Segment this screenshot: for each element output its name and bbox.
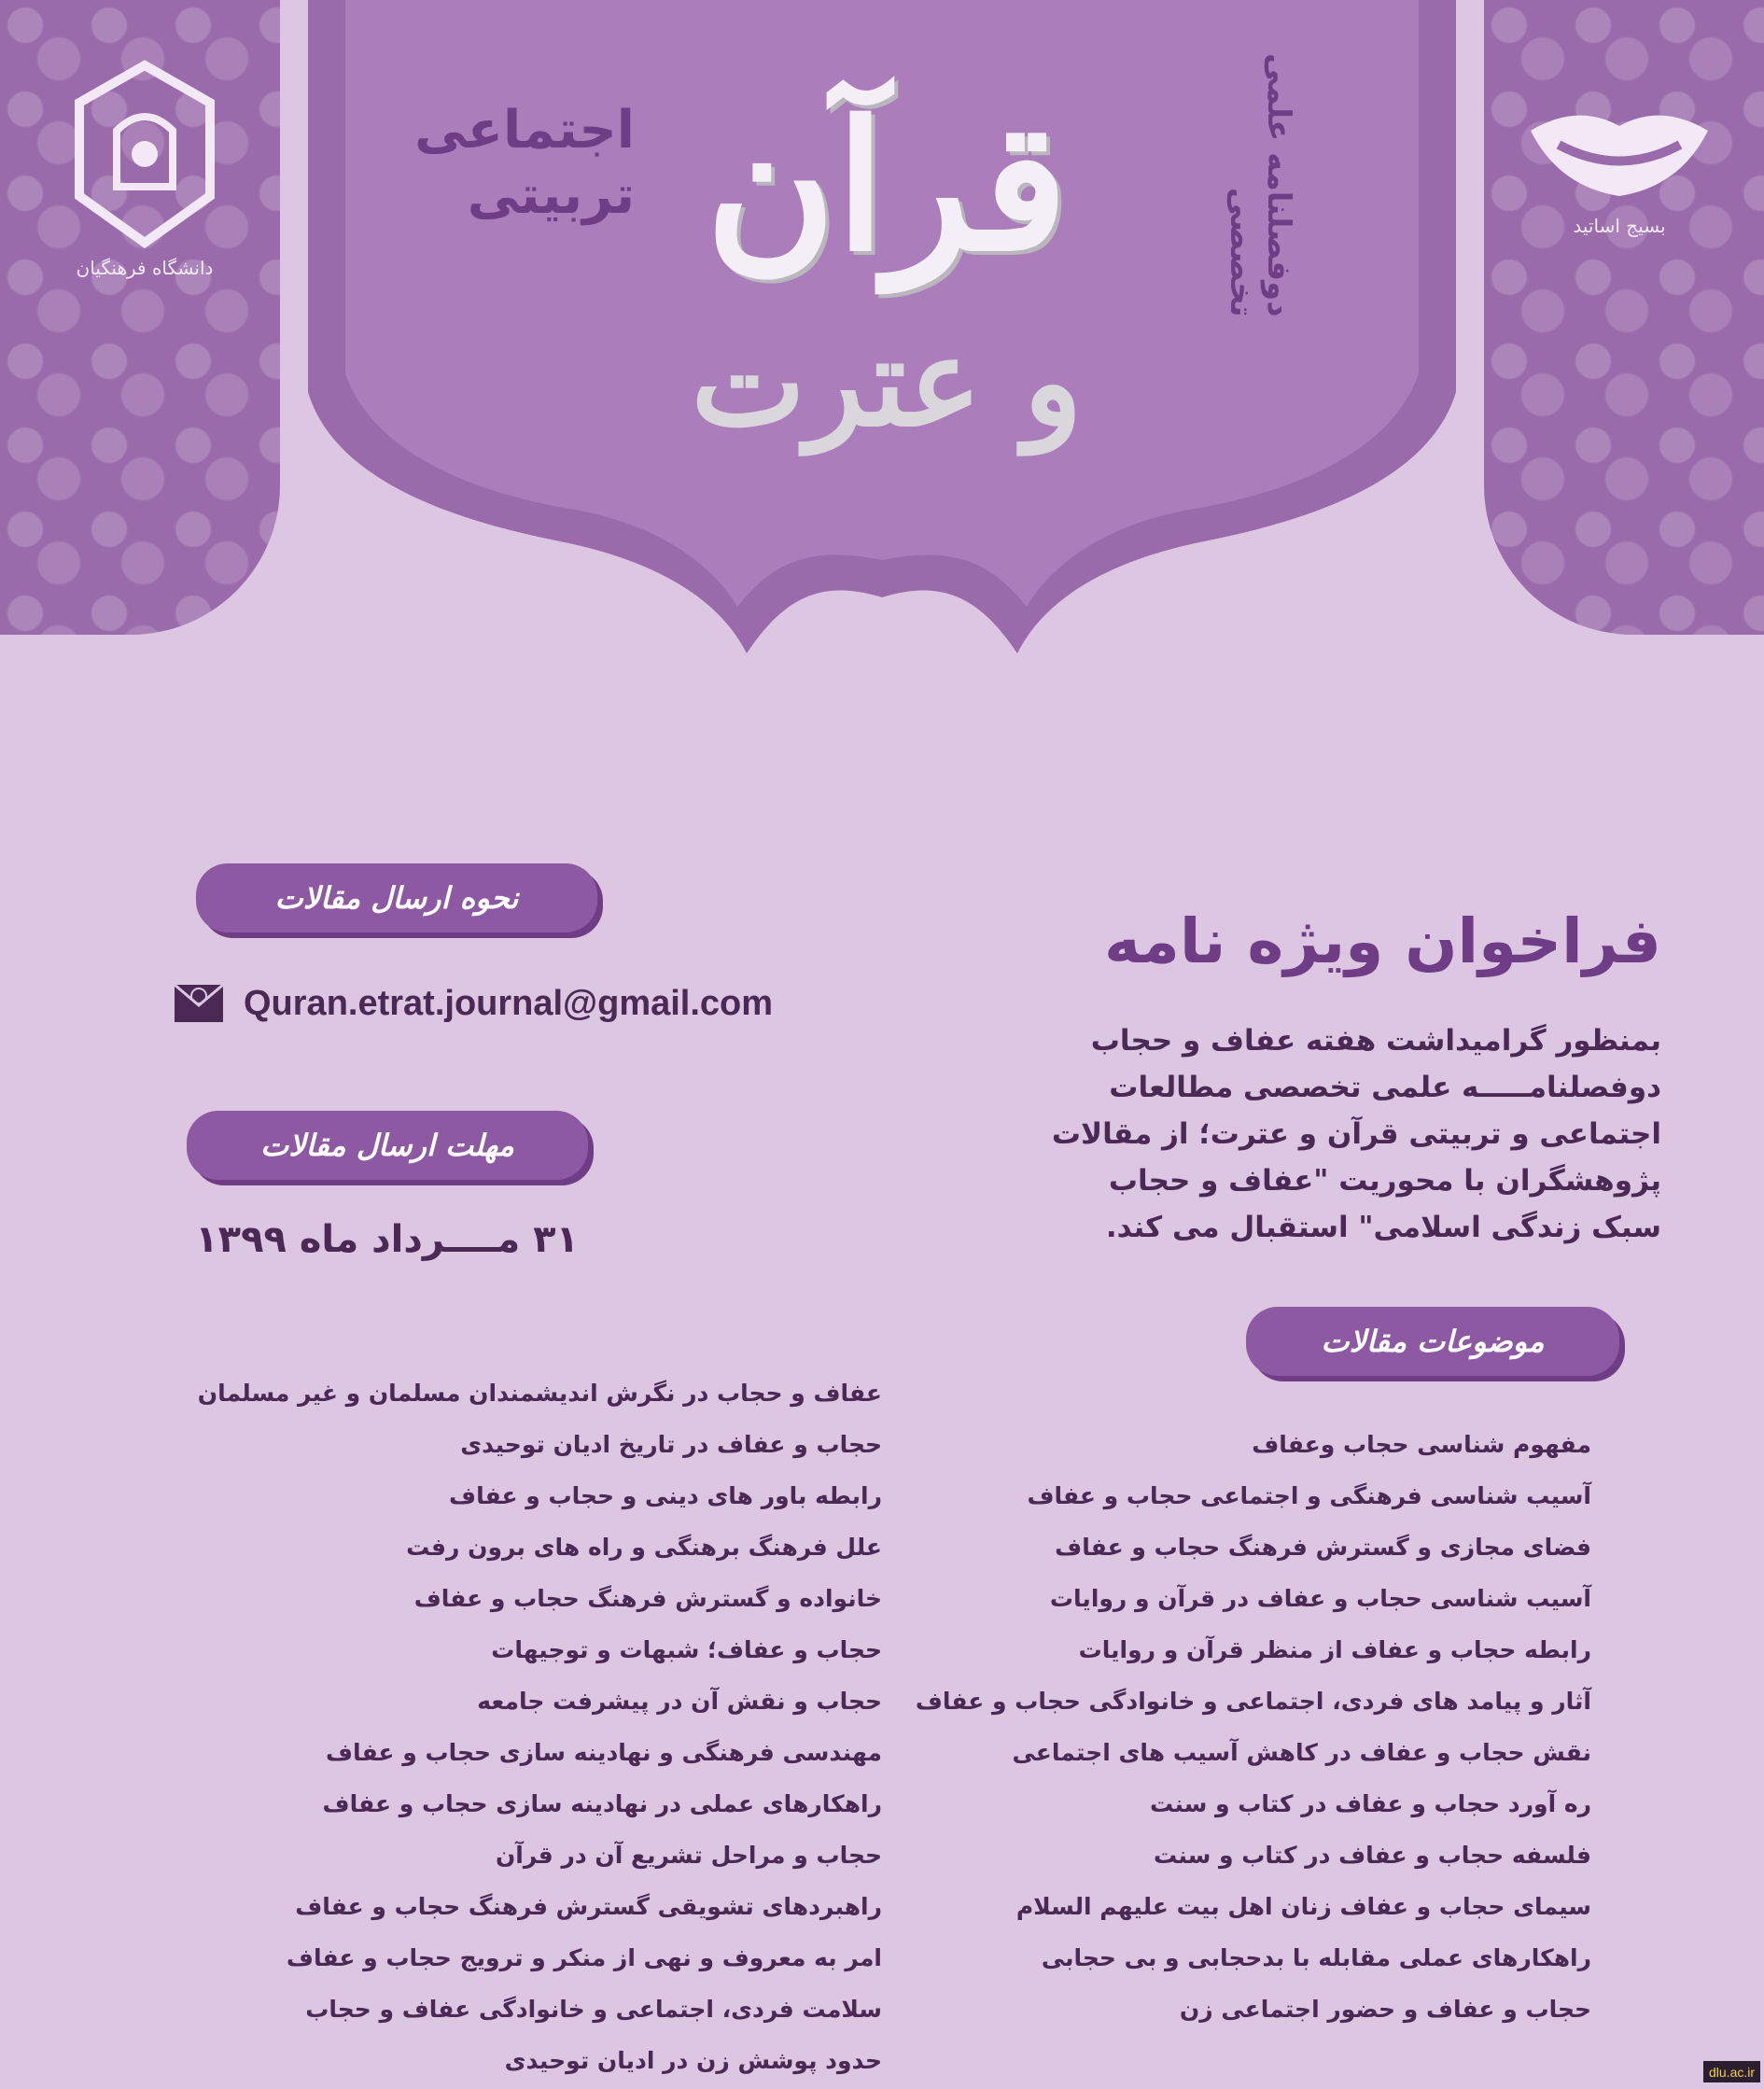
topic-item: نقش حجاب و عفاف در کاهش آسیب های اجتماعی xyxy=(1012,1739,1591,1766)
topic-item: سلامت فردی، اجتماعی و خانوادگی عفاف و حجاب xyxy=(305,1996,882,2023)
topics-badge: موضوعات مقالات xyxy=(1246,1307,1619,1376)
envelope-at-icon xyxy=(173,983,225,1024)
journal-type-line1: دوفصلنامه xyxy=(1260,152,1297,317)
topic-item: حجاب و عفاف و حضور اجتماعی زن xyxy=(1179,1996,1591,2023)
call-body-line: دوفصلنامـــــه علمی تخصصی مطالعات xyxy=(1109,1071,1661,1104)
topic-item: راهکارهای عملی مقابله با بدحجابی و بی حجابی xyxy=(1041,1944,1591,1971)
topic-item: عفاف و حجاب در نگرش اندیشمندان مسلمان و غیر مسلمان xyxy=(197,1380,882,1407)
topic-item: فلسفه حجاب و عفاف در کتاب و سنت xyxy=(1154,1842,1591,1869)
topic-item: آسیب شناسی فرهنگی و اجتماعی حجاب و عفاف xyxy=(1027,1482,1591,1509)
basij-emblem-icon xyxy=(1521,93,1717,205)
call-body-line: سبک زندگی اسلامی" استقبال می کند. xyxy=(1105,1211,1661,1244)
call-title: فراخوان ویژه نامه xyxy=(1103,905,1661,977)
call-body-line: پژوهشگران با محوریت "عفاف و حجاب xyxy=(1108,1164,1661,1198)
topic-item: حدود پوشش زن در ادیان توحیدی xyxy=(504,2047,882,2074)
topic-item: حجاب و عفاف در تاریخ ادیان توحیدی xyxy=(460,1431,882,1458)
topics-right-list xyxy=(896,1419,1591,2035)
topic-item: خانواده و گسترش فرهنگ حجاب و عفاف xyxy=(413,1585,882,1612)
topic-item: فضای مجازی و گسترش فرهنگ حجاب و عفاف xyxy=(1055,1534,1591,1561)
deadline-badge: مهلت ارسال مقالات xyxy=(187,1111,588,1180)
social-label-line1: اجتماعی xyxy=(414,100,635,161)
email-link[interactable]: Quran.etrat.journal@gmail.com xyxy=(244,983,774,1023)
journal-type xyxy=(1167,37,1297,317)
topic-item: راهکارهای عملی در نهادینه سازی حجاب و عفاف xyxy=(322,1790,882,1817)
topic-item: ره آورد حجاب و عفاف در کتاب و سنت xyxy=(1150,1790,1591,1817)
topic-item: حجاب و عفاف؛ شبهات و توجیهات xyxy=(491,1636,882,1663)
topic-item: امر به معروف و نهی از منکر و ترویج حجاب و عفاف xyxy=(286,1944,882,1971)
journal-title-line2: و عترت xyxy=(691,311,1083,454)
journal-type-line2: علمی xyxy=(1260,53,1297,142)
topic-item: حجاب و نقش آن در پیشرفت جامعه xyxy=(477,1688,882,1715)
topic-item: مهندسی فرهنگی و نهادینه سازی حجاب و عفاف xyxy=(326,1739,882,1766)
university-logo xyxy=(65,56,224,299)
topic-item: سیمای حجاب و عفاف زنان اهل بیت علیهم السلام xyxy=(1015,1893,1591,1920)
topic-item: راهبردهای تشویقی گسترش فرهنگ حجاب و عفاف xyxy=(295,1893,882,1920)
call-body xyxy=(1008,1017,1661,1251)
social-label-line2: تربیتی xyxy=(467,165,635,226)
basij-logo xyxy=(1521,93,1717,261)
topic-item: رابطه باور های دینی و حجاب و عفاف xyxy=(449,1482,882,1509)
submission-method-badge: نحوه ارسال مقالات xyxy=(196,863,597,932)
journal-title xyxy=(597,28,1176,588)
call-body-line: اجتماعی و تربیتی قرآن و عترت؛ از مقالات xyxy=(1051,1117,1661,1151)
topic-item: حجاب و مراحل تشریع آن در قرآن xyxy=(495,1842,882,1869)
university-emblem-icon xyxy=(65,56,224,252)
deadline-date: ۳۱ مــــرداد ماه ۱۳۹۹ xyxy=(195,1218,579,1261)
site-watermark xyxy=(1703,2061,1760,2082)
basij-logo-caption: بسیج اساتید xyxy=(1573,215,1666,237)
topics-left-list xyxy=(159,1367,882,2086)
email-row xyxy=(173,975,882,1031)
university-logo-caption: دانشگاه فرهنگیان xyxy=(76,257,214,279)
call-body-line: بمنظور گرامیداشت هفته عفاف و حجاب xyxy=(1090,1024,1661,1058)
topic-item: آثار و پیامد های فردی، اجتماعی و خانوادگی حجاب و عفاف xyxy=(915,1688,1591,1715)
topic-item: علل فرهنگ برهنگی و راه های برون رفت xyxy=(406,1534,882,1561)
topic-item: رابطه حجاب و عفاف از منظر قرآن و روایات xyxy=(1078,1636,1591,1663)
topic-item: آسیب شناسی حجاب و عفاف در قرآن و روایات xyxy=(1049,1585,1591,1612)
journal-type-line3: تخصصی xyxy=(1223,188,1260,317)
topic-item: مفهوم شناسی حجاب وعفاف xyxy=(1252,1431,1591,1458)
site-watermark-text: dlu.ac.ir xyxy=(1709,2065,1756,2080)
journal-title-line1: قرآن xyxy=(706,82,1068,290)
